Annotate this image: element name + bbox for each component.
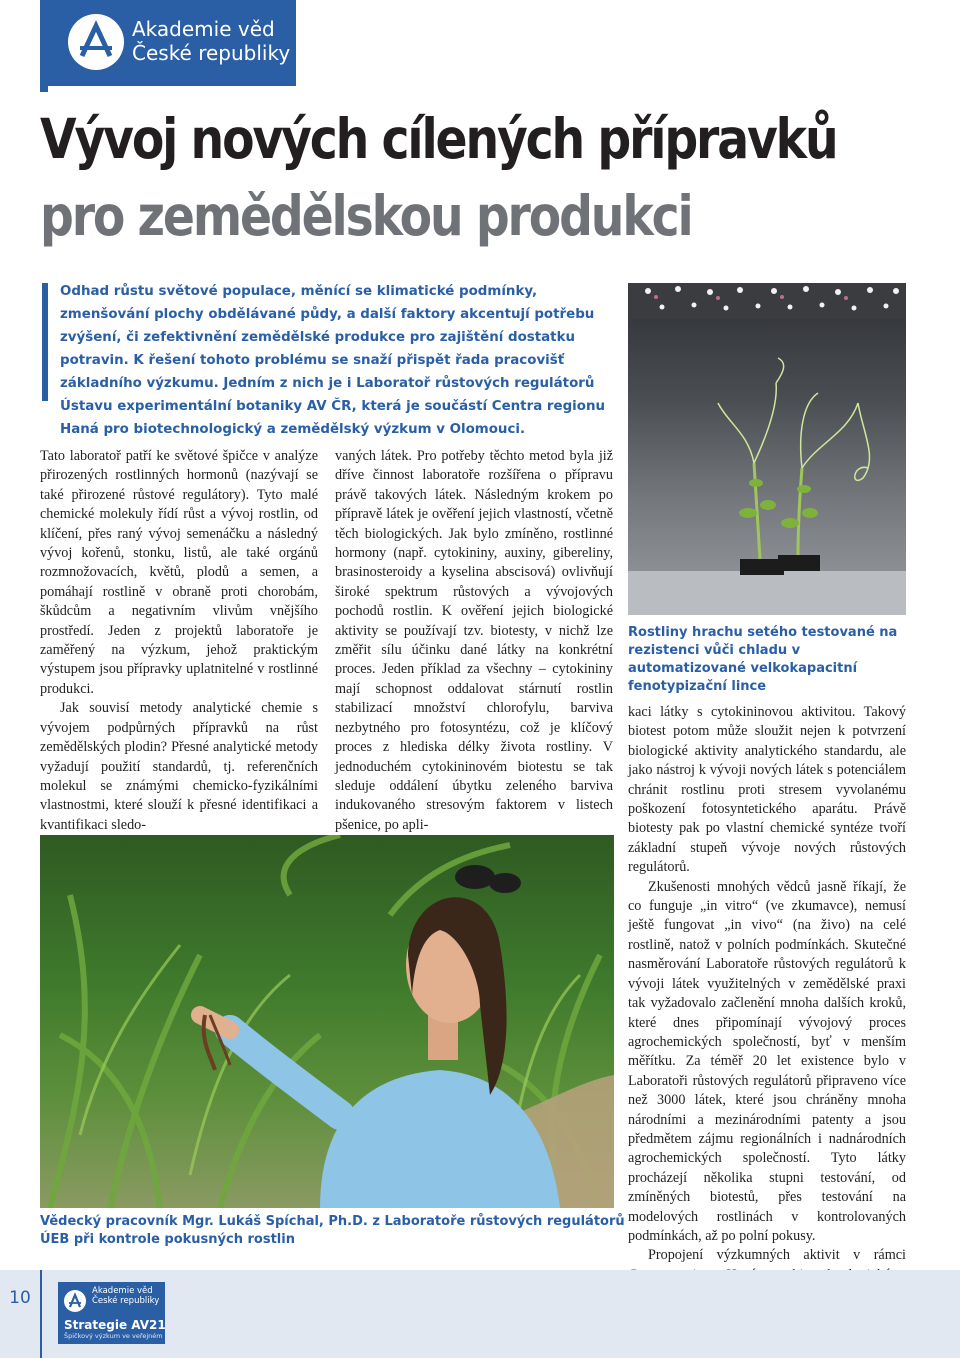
footer-org-line1: Akademie věd	[92, 1286, 153, 1296]
page-number-box	[0, 1270, 42, 1358]
article-lead	[60, 280, 625, 441]
body-paragraph: Jak souvisí metody analytické chemie s vývojem podpůrných přípravků na růst zemědělských plodin? Přesné analytické metody vyžadují použití standardů, tj. referenčních molekul se známými chemicko-fyzikálními vlastnostmi, které slouží k přesné identifikaci a kvantifikaci sledo-	[40, 700, 318, 833]
body-paragraph: Zkušenosti mnohých vědců jasně říkají, že co funguje „in vitro“ (ve zkumavce), nemusí ještě fungovat „in vivo“ (na živo) na celé rostlině, natož v polních podmínkách. Skutečné nasměrování Laboratoře růstových regulátorů k vývoji látek využitelných v zemědělské praxi tak vyžadovalo začlenění mnoha dalších kroků, které dnes připomínají vývojový proces agrochemických společností, byť v menším měřítku. Za téměř 20 let existence bylo v Laboratoři růstových regulátorů připraveno více než 3000 látek, které jsou chráněny mnoha národními a mezinárodními patenty a jsou předmětem zájmu regionálních i nadnárodních agrochemických společností. Tyto látky procházejí několika stupni testování, od zmíněných biotestů, přes testování na modelových rostlinách v kontrolovaných podmínkách, až po polní pokusy.	[628, 878, 906, 1244]
article-title-line2: pro zemědělskou produkci	[40, 184, 692, 248]
scientist-in-cornfield-photo	[40, 835, 614, 1208]
header-org-line2: České republiky	[132, 41, 291, 65]
lead-text-b: Jedním z nich je i Laboratoř růstových regulátorů Ústavu experimentální botaniky AV ČR, která je součástí Centra regionu Haná pro biotechnologický a zemědělský výzkum v Olomouci.	[60, 376, 606, 437]
footer-org-name	[92, 1286, 159, 1306]
body-paragraph: kaci látky s cytokininovou aktivitou. Takový biotest potom může sloužit nejen k potvrzení biologické aktivity analytického standardu, ale jako nástroj k vývoji nových látek s potenciálem chránit rostlinu proti stresem vyvolanému poškození fotosyntetického aparátu. Právě biotesty pak po vlastní chemické syntéze tvoří základní stupeň vývoje nových růstových regulátorů.	[628, 704, 906, 876]
footer-strategy-title: Strategie AV21	[64, 1318, 166, 1332]
header-org-line1: Akademie věd	[132, 17, 275, 41]
footer-tagline: Špičkový výzkum ve veřejném zájmu	[64, 1332, 185, 1340]
footer-academy-logo-icon	[64, 1290, 86, 1312]
page-number: 10	[9, 1288, 31, 1308]
article-title-line1: Vývoj nových cílených přípravků	[40, 107, 837, 171]
body-paragraph: vaných látek. Pro potřeby těchto metod byla již dříve činnost laboratoře rozšířena o přípravu právě takových látek. Následným krokem po přípravě látek je ověření jejich vlastností, včetně těch biologických. Jak bylo zmíněno, rostlinné hormony (např. cytokininy, auxiny, gibereliny, brasinosteroidy a kyselina abscisová) ovlivňují široké spektrum růstových a vývojových pochodů rostlin. K ověření jejich biologické aktivity se používají tzv. biotesty, v nichž lze změřit sílu účinku dané látky na konkrétní proces. Jeden příklad za všechny – cytokininy mají schopnost oddalovat stárnutí rostlin stabilizací množství chlorofylu, barviva nezbytného pro fotosyntézu, což je klíčový proces z hlediska délky života rostliny. V jednoduchém cytokininovém biotestu se tak sleduje oddálení úbytku zeleného barviva indukovaného stresovým faktorem v listech pšenice, po apli-	[335, 448, 613, 833]
academy-logo-icon	[68, 14, 124, 70]
caption-scientist: Vědecký pracovník Mgr. Lukáš Spíchal, Ph.D. z Laboratoře růstových regulátorů ÚEB při kontrole pokusných rostlin	[40, 1214, 625, 1247]
lead-text-a: Odhad růstu světové populace, měnící se klimatické podmínky, zmenšování plochy obdělávané půdy, a další faktory akcentují potřebu zvýšení, či zefektivnění zemědělské produkce pro zajištění dostatku potravin. K řešení tohoto problému se snaží přispět řada pracovišť základního výzkumu.	[60, 284, 595, 391]
body-column-1	[40, 447, 318, 835]
body-paragraph: Propojení výzkumných aktivit v rámci	[648, 1247, 906, 1264]
body-paragraph: Tato laboratoř patří ke světové špičce v analýze přirozených rostlinných hormonů (nazývají se také přirozené růstové regulátory). Tyto malé chemické molekuly řídí růst a vývoj rostlin, od klíčení, přes raný vývoj semenáčku a následný vývoj kořenů, stonku, listů, ale také orgánů rozmnožovacích, květů, plodů a semen, a pomáhají rostlině v obraně proti chorobám, škůdcům a negativním vlivům vnějšího prostředí. Jeden z projektů laboratoře je zaměřený na výzkum, jehož praktickým výstupem jsou přípravky uplatnitelné v rostlinné produkci.	[40, 448, 318, 697]
body-column-2	[335, 447, 613, 835]
header-accent-strip	[40, 0, 48, 92]
footer-org-line2: České republiky	[92, 1296, 160, 1306]
body-column-3	[628, 703, 906, 1305]
caption-plants: Rostliny hrachu setého testované na rezistenci vůči chladu v automatizované velkokapacitní fenotypizační lince	[628, 625, 898, 694]
lead-accent-bar	[42, 283, 48, 401]
header-org-name	[132, 17, 290, 65]
pea-plants-photo	[628, 283, 906, 615]
